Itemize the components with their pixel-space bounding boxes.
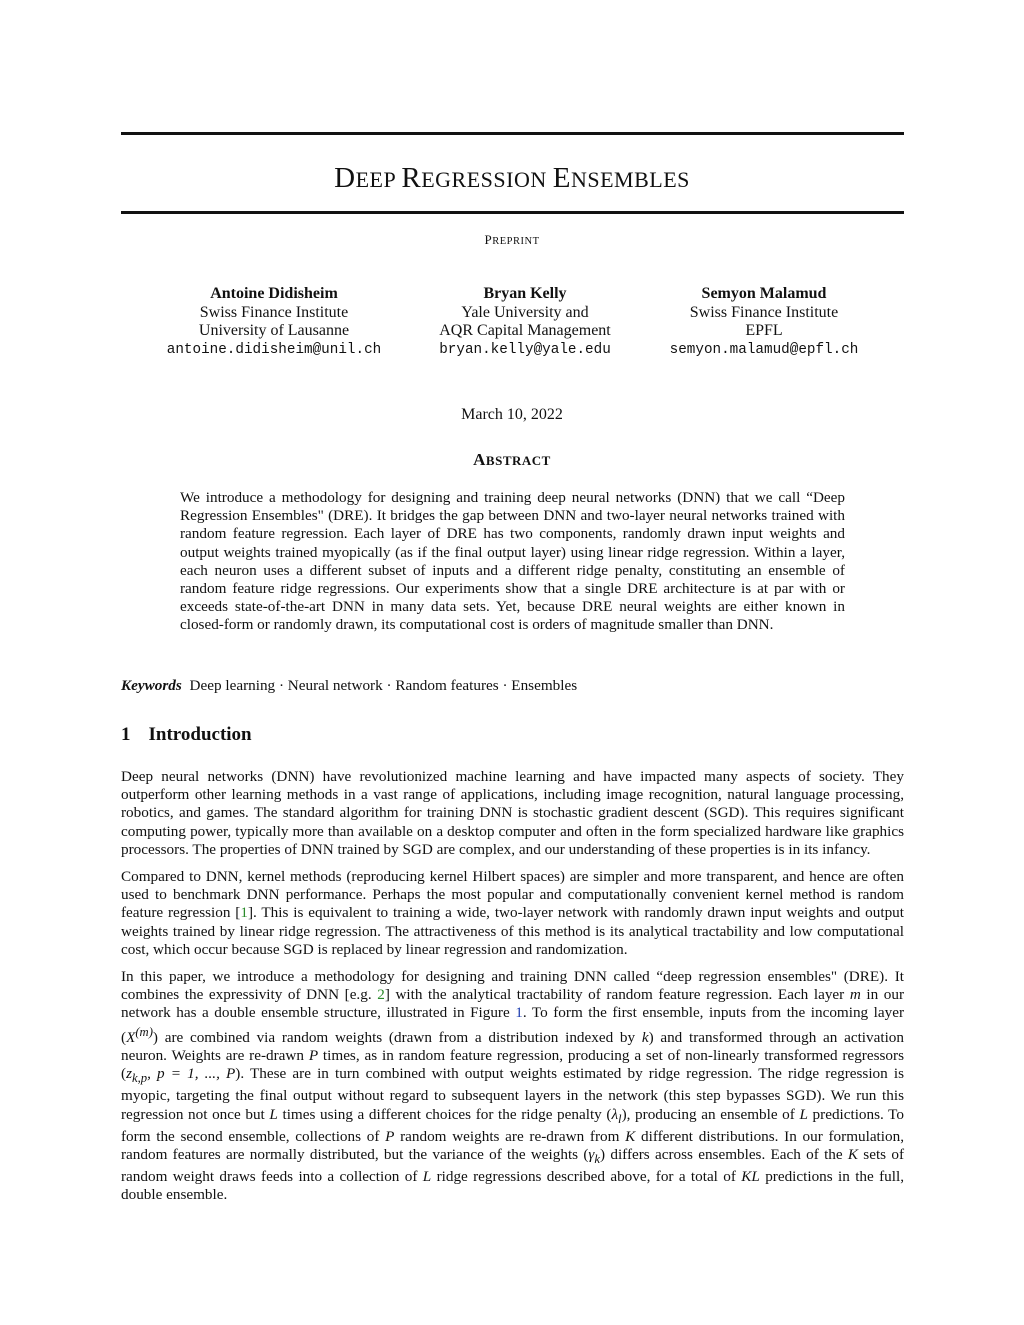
keywords-label: Keywords — [121, 677, 182, 694]
citation-link[interactable]: 1 — [240, 904, 248, 922]
author-affiliation: Swiss Finance Institute — [689, 303, 839, 321]
author-name: Antoine Didisheim — [210, 285, 338, 302]
author-affiliation: Swiss Finance Institute — [199, 303, 349, 321]
author-block — [410, 285, 640, 359]
section-heading-introduction — [121, 724, 252, 746]
section-number: 1 — [121, 724, 131, 745]
author-block — [140, 285, 408, 359]
author-block — [648, 285, 880, 359]
author-email[interactable]: bryan.kelly@yale.edu — [439, 341, 611, 358]
abstract-text: We introduce a methodology for designing and training deep neural networks (DNN) that we call “Deep Regression Ensembles" (DRE). It bridges the gap between DNN and two-layer neural networks trained with random feature regression. Each layer of DRE has two components, randomly drawn input weights and output weights trained myopically (as if the final output layer) using linear ridge regression. Within a layer, each neuron uses a different subset of inputs and a different ridge penalty, constituting an ensemble of random feature ridge regressions. Our experiments show that a single DRE architecture is at par with or exceeds state-of-the-art DNN in many data sets. Yet, because DRE neural weights are either known in closed-form or randomly drawn, its computational cost is orders of magnitude smaller than DNN. — [180, 489, 845, 634]
author-email[interactable]: semyon.malamud@epfl.ch — [669, 341, 859, 358]
section-title: Introduction — [148, 724, 252, 745]
citation-link[interactable]: 2 — [377, 986, 385, 1004]
preprint-label: PREPRINT — [484, 232, 540, 247]
paragraph: Deep neural networks (DNN) have revolutionized machine learning and have impacted many aspects of society. They outperform other learning methods in a vast range of applications, including image recognition, natural language processing, robotics, and games. The standard algorithm for training DNN is stochastic gradient descent (SGD). This requires significant computing power, typically more than available on a desktop computer and often in the form specialized hardware like graphics processors. The properties of DNN trained by SGD are complex, and our understanding of these properties is in its infancy. — [121, 768, 904, 858]
author-affiliation: AQR Capital Management — [439, 322, 611, 339]
author-affiliation: University of Lausanne — [198, 322, 350, 339]
author-affiliation: EPFL — [745, 322, 783, 339]
introduction-body — [121, 768, 904, 1214]
paper-title: DEEP REGRESSION ENSEMBLES — [334, 162, 690, 194]
paragraph: Compared to DNN, kernel methods (reproducing kernel Hilbert spaces) are simpler and more transparent, and hence are often used to benchmark DNN performance. Perhaps the most popular and computationally convenient kernel method is random feature regression [1]. This is equivalent to training a wide, two-layer network with randomly drawn input weights and output weights trained by linear ridge regression. The attractiveness of this method is its analytical tractability and low computational cost, which occur because SGD is replaced by linear regression and randomization. — [121, 868, 904, 958]
keywords-text: Deep learning · Neural network · Random features · Ensembles — [189, 677, 578, 694]
author-affiliation: Yale University and — [461, 303, 589, 321]
abstract-heading: ABSTRACT — [473, 450, 551, 469]
title-bottom-rule — [121, 211, 904, 214]
author-email[interactable]: antoine.didisheim@unil.ch — [166, 341, 382, 358]
author-name: Semyon Malamud — [701, 285, 827, 302]
keywords-line — [121, 677, 904, 695]
title-top-rule — [121, 132, 904, 135]
publication-date: March 10, 2022 — [461, 406, 563, 423]
author-name: Bryan Kelly — [483, 285, 567, 302]
paragraph: In this paper, we introduce a methodology for designing and training DNN called “deep regression ensembles" (DRE). It combines the expressivity of DNN [e.g. 2] with the analytical tractability of random feature regression. Each layer m in our network has a double ensemble structure, illustrated in Figure 1. To form the first ensemble, inputs from the incoming layer $(X^{(m)})$ are combined via random weights (drawn from a distribution indexed by k) and transformed through an activation neuron. Weights are re-drawn P times, as in random feature regression, producing a set of non-linearly transformed regressors ($z_{k,p}$, p = 1, ..., P). These are in turn combined with output weights estimated by ridge regression. The ridge regression is myopic, targeting the final output without regard to subsequent layers in the network (this step bypasses SGD). We run this regression not once but L times using a different choices for the ridge penalty $(\lambda_l)$, producing an ensemble of L predictions. To form the second ensemble, collections of P random weights are re-drawn from K different distributions. In our formulation, random features are normally distributed, but the variance of the weights $(\gamma_k)$ differs across ensembles. Each of the K sets of random weight draws feeds into a collection of L ridge regressions described above, for a total of KL predictions in the full, double ensemble. — [121, 968, 905, 1204]
figure-link[interactable]: 1 — [515, 1004, 523, 1022]
